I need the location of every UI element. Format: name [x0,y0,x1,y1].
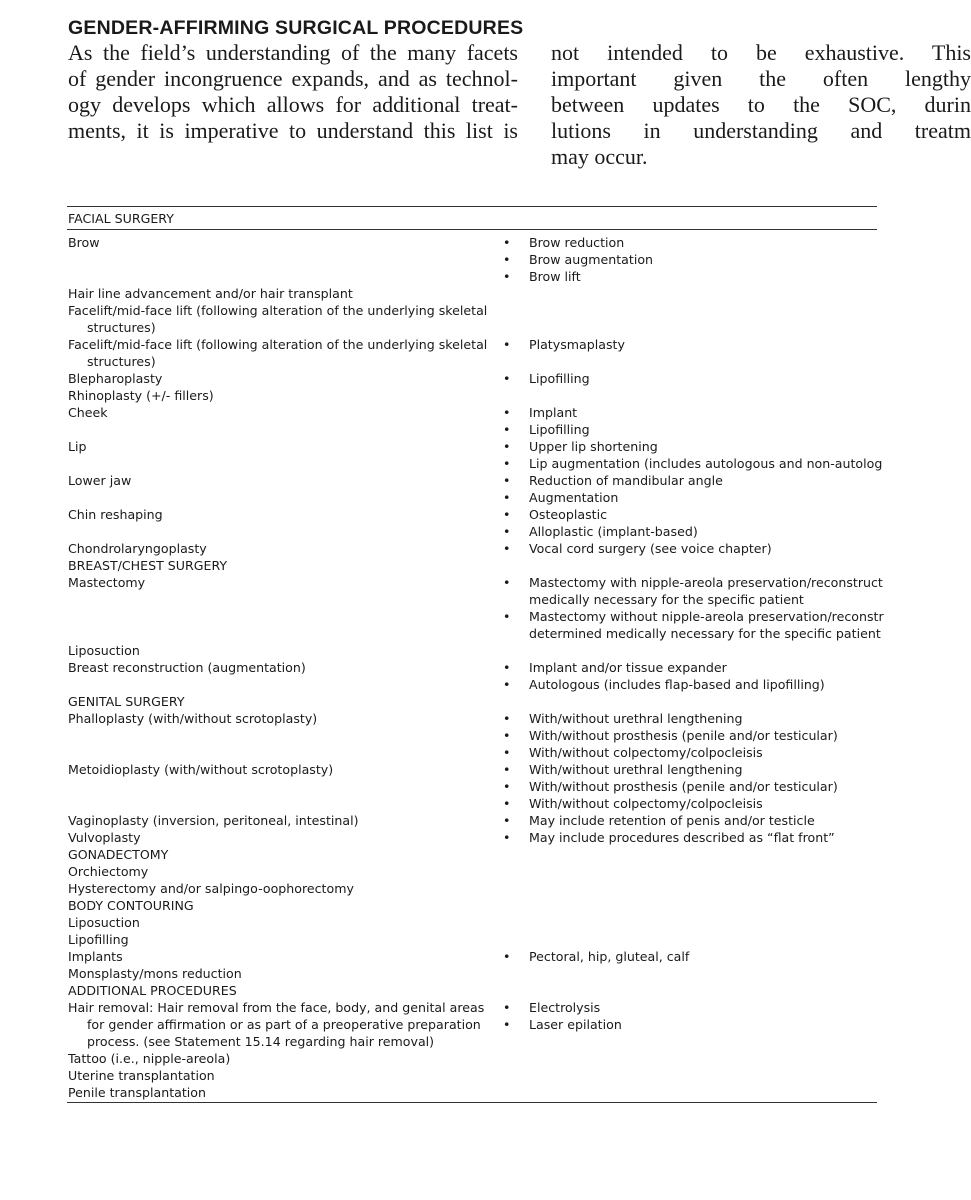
option-item [503,251,883,268]
procedure-text: Lip [68,439,87,454]
options-cell [503,438,883,472]
bullet-icon: • [503,779,511,794]
body-text-line: not intended to be exhaustive. This [551,40,971,65]
options-cell [503,336,883,353]
bullet-icon: • [503,762,511,777]
section-heading: GENDER-AFFIRMING SURGICAL PROCEDURES [68,17,524,39]
options-cell [503,540,883,557]
procedure-cell [68,370,488,387]
option-text: Lipofilling [529,422,590,437]
procedure-text: Hysterectomy and/or salpingo-oophorectomy [68,881,354,896]
body-text-line: lutions in understanding and treatm [551,118,971,143]
table-row [0,234,871,285]
procedure-text: Breast reconstruction (augmentation) [68,660,306,675]
bullet-icon: • [503,1017,511,1032]
option-text: May include retention of penis and/or testicle [529,813,815,828]
table-row [0,880,871,897]
bullet-icon: • [503,660,511,675]
procedure-cell [68,948,488,965]
bullet-icon: • [503,252,511,267]
option-item [503,761,883,778]
table-row [0,557,871,574]
options-cell [503,761,883,812]
option-text: Reduction of mandibular angle [529,473,723,488]
body-text-line: ments, it is imperative to understand this list is [68,118,518,143]
body-text-left-column [68,40,518,144]
procedure-text: Facelift/mid-face lift (following alteration of the underlying skeletal [68,303,488,318]
bullet-icon: • [503,371,511,386]
procedure-text: Orchiectomy [68,864,149,879]
bullet-icon: • [503,609,511,624]
table-row [0,846,871,863]
procedure-cell [68,693,488,710]
option-text: Osteoplastic [529,507,607,522]
procedure-cell [68,642,488,659]
option-text: medically necessary for the specific patient [529,592,804,607]
procedure-cell [68,506,488,523]
table-row [0,761,871,812]
bullet-icon: • [503,1000,511,1015]
procedure-text: ADDITIONAL PROCEDURES [68,983,237,998]
procedure-cell [68,1050,488,1067]
option-text: Upper lip shortening [529,439,658,454]
table-row [0,336,871,370]
bullet-icon: • [503,422,511,437]
procedure-text: Tattoo (i.e., nipple-areola) [68,1051,231,1066]
procedure-cell [68,404,488,421]
option-item [503,625,883,642]
procedure-cell [68,863,488,880]
procedure-text: structures) [87,354,156,369]
option-item [503,812,883,829]
bullet-icon: • [503,677,511,692]
bullet-icon: • [503,490,511,505]
procedures-table [0,234,884,1101]
procedure-cell [68,761,488,778]
procedure-text: Lower jaw [68,473,132,488]
options-cell [503,370,883,387]
option-text: With/without prosthesis (penile and/or testicular) [529,728,838,743]
procedure-text: Cheek [68,405,108,420]
options-cell [503,234,883,285]
option-text: determined medically necessary for the specific patient [529,626,881,641]
bullet-icon: • [503,830,511,845]
option-item [503,999,883,1016]
procedure-text: GENITAL SURGERY [68,694,185,709]
option-item [503,472,883,489]
table-row [0,302,871,336]
option-text: Alloplastic (implant-based) [529,524,698,539]
option-text: Augmentation [529,490,619,505]
procedure-cell [68,999,488,1050]
table-row [0,285,871,302]
procedure-text: Chin reshaping [68,507,163,522]
option-item [503,438,883,455]
procedure-cell [68,710,488,727]
procedure-cell [68,557,488,574]
procedure-text: Lipofilling [68,932,129,947]
table-row [0,710,871,761]
option-item [503,948,883,965]
bullet-icon: • [503,235,511,250]
table-row [0,1067,871,1084]
procedure-cell [68,897,488,914]
option-text: Brow reduction [529,235,625,250]
option-text: Implant and/or tissue expander [529,660,727,675]
procedure-text: Hair removal: Hair removal from the face, body, and genital areas [68,1000,485,1015]
bullet-icon: • [503,269,511,284]
option-item [503,1016,883,1033]
procedure-text: GONADECTOMY [68,847,169,862]
option-text: With/without prosthesis (penile and/or testicular) [529,779,838,794]
table-row [0,982,871,999]
option-text: Autologous (includes flap-based and lipofilling) [529,677,825,692]
option-text: Brow lift [529,269,581,284]
body-text-line: between updates to the SOC, durin [551,92,971,117]
bullet-icon: • [503,796,511,811]
bullet-icon: • [503,949,511,964]
option-text: Brow augmentation [529,252,654,267]
option-item [503,234,883,251]
procedure-text: structures) [87,320,156,335]
option-text: With/without urethral lengthening [529,762,743,777]
bullet-icon: • [503,524,511,539]
procedure-text: Vaginoplasty (inversion, peritoneal, intestinal) [68,813,359,828]
procedure-text: Blepharoplasty [68,371,163,386]
body-text-line: may occur. [551,144,648,169]
procedure-text: Mastectomy [68,575,146,590]
table-row [0,693,871,710]
procedure-text: Liposuction [68,915,140,930]
table-row [0,642,871,659]
procedure-cell [68,659,488,676]
option-item [503,523,883,540]
body-text-line: ogy develops which allows for additional treat- [68,92,518,117]
procedure-cell [68,336,488,370]
option-text: Lipofilling [529,371,590,386]
options-cell [503,999,883,1033]
table-row [0,370,871,387]
procedure-cell [68,285,488,302]
procedure-cell [68,846,488,863]
table-row [0,574,884,642]
option-text: With/without colpectomy/colpocleisis [529,745,763,760]
bullet-icon: • [503,473,511,488]
bullet-icon: • [503,405,511,420]
option-item [503,727,883,744]
procedure-cell [68,574,488,591]
option-item [503,540,883,557]
option-item [503,336,883,353]
option-item [503,676,883,693]
option-item [503,489,883,506]
procedure-cell [68,931,488,948]
table-row [0,659,871,693]
option-item [503,659,883,676]
options-cell [503,404,883,438]
body-text-line: important given the often lengthy [551,66,971,91]
procedure-cell [68,540,488,557]
option-text: With/without colpectomy/colpocleisis [529,796,763,811]
table-row [0,404,871,438]
body-text-line: of gender incongruence expands, and as technol- [68,66,518,91]
procedure-text: Phalloplasty (with/without scrotoplasty) [68,711,318,726]
option-item [503,778,883,795]
procedure-text: Vulvoplasty [68,830,141,845]
option-text: Laser epilation [529,1017,622,1032]
options-cell [503,574,883,642]
procedure-text: Penile transplantation [68,1085,206,1100]
option-text: With/without urethral lengthening [529,711,743,726]
option-text: Implant [529,405,578,420]
table-row [0,914,871,931]
procedure-text: for gender affirmation or as part of a preoperative preparation [87,1017,481,1032]
table-row [0,1084,871,1101]
option-text: Electrolysis [529,1000,601,1015]
table-row [0,438,883,472]
body-text-line: As the field’s understanding of the many facets [68,40,518,65]
table-header-rule [67,229,877,230]
procedure-cell [68,438,488,455]
procedure-text: Hair line advancement and/or hair transplant [68,286,353,301]
procedure-cell [68,812,488,829]
options-cell [503,829,883,846]
option-text: Mastectomy without nipple-areola preservation/reconstr [529,609,884,624]
option-item [503,744,883,761]
options-cell [503,472,883,506]
bullet-icon: • [503,711,511,726]
body-text-right-column [551,40,971,170]
option-item [503,591,883,608]
table-row [0,812,871,829]
procedure-cell [68,914,488,931]
procedure-text: Monsplasty/mons reduction [68,966,242,981]
table-row [0,931,871,948]
table-row [0,948,871,965]
procedure-text: Brow [68,235,100,250]
option-text: Mastectomy with nipple-areola preservation/reconstruct [529,575,883,590]
table-row [0,540,871,557]
table-row [0,506,871,540]
bullet-icon: • [503,541,511,556]
table-row [0,387,871,404]
procedure-cell [68,982,488,999]
option-item [503,506,883,523]
option-item [503,370,883,387]
option-item [503,455,883,472]
bullet-icon: • [503,507,511,522]
procedure-text: process. (see Statement 15.14 regarding hair removal) [87,1034,435,1049]
bullet-icon: • [503,813,511,828]
options-cell [503,710,883,761]
option-text: Pectoral, hip, gluteal, calf [529,949,690,964]
table-row [0,999,871,1050]
option-text: Lip augmentation (includes autologous and non-autolog [529,456,883,471]
options-cell [503,506,883,540]
procedure-text: Uterine transplantation [68,1068,215,1083]
procedure-text: Rhinoplasty (+/- fillers) [68,388,214,403]
procedure-text: BREAST/CHEST SURGERY [68,558,228,573]
bullet-icon: • [503,456,511,471]
options-cell [503,948,883,965]
procedure-cell [68,829,488,846]
option-text: May include procedures described as “flat front” [529,830,835,845]
table-title: FACIAL SURGERY [68,211,174,226]
option-item [503,421,883,438]
procedure-cell [68,1084,488,1101]
bullet-icon: • [503,745,511,760]
option-text: Platysmaplasty [529,337,625,352]
option-item [503,404,883,421]
procedure-cell [68,472,488,489]
options-cell [503,659,883,693]
procedure-cell [68,965,488,982]
procedure-text: BODY CONTOURING [68,898,194,913]
option-item [503,608,883,625]
procedure-cell [68,880,488,897]
procedure-text: Chondrolaryngoplasty [68,541,207,556]
bullet-icon: • [503,575,511,590]
table-bottom-rule [67,1102,877,1103]
table-top-rule [67,206,877,207]
bullet-icon: • [503,439,511,454]
procedure-cell [68,387,488,404]
option-item [503,710,883,727]
table-row [0,897,871,914]
option-item [503,268,883,285]
bullet-icon: • [503,728,511,743]
procedure-cell [68,234,488,251]
table-row [0,1050,871,1067]
option-item [503,574,883,591]
bullet-icon: • [503,337,511,352]
procedure-cell [68,302,488,336]
table-row [0,965,871,982]
procedure-text: Facelift/mid-face lift (following alteration of the underlying skeletal [68,337,488,352]
procedure-text: Implants [68,949,123,964]
option-text: Vocal cord surgery (see voice chapter) [529,541,772,556]
table-row [0,472,871,506]
procedure-text: Metoidioplasty (with/without scrotoplasty) [68,762,334,777]
options-cell [503,812,883,829]
table-row [0,863,871,880]
procedure-text: Liposuction [68,643,140,658]
table-row [0,829,871,846]
option-item [503,795,883,812]
option-item [503,829,883,846]
procedure-cell [68,1067,488,1084]
